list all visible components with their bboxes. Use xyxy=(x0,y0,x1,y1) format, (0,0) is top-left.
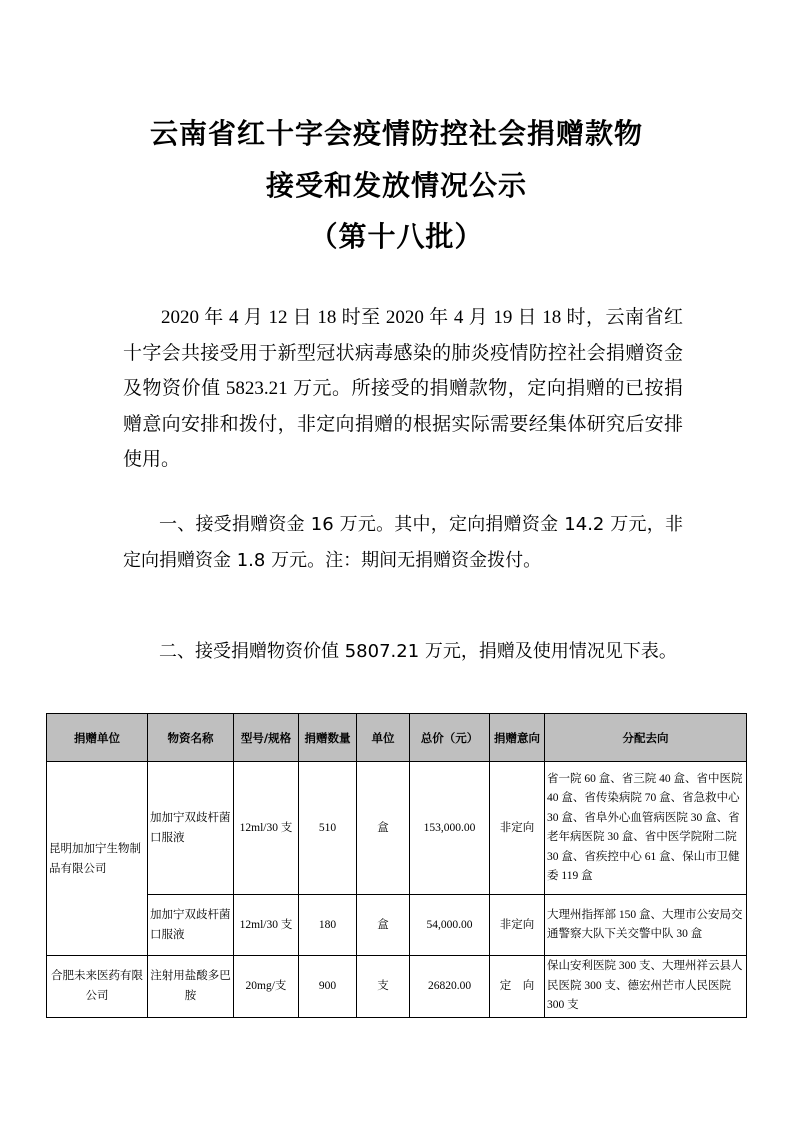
cell-destination: 省一院 60 盒、省三院 40 盒、省中医院 40 盒、省传染病院 70 盒、省急救中心 30 盒、省阜外心血管病医院 30 盒、省老年病医院 30 盒、省中医学院附二院 30 盒、省疾控中心 61 盒、保山市卫健委 119 盒 xyxy=(545,762,747,895)
header-intent: 捐赠意向 xyxy=(490,714,545,762)
cell-intent: 定 向 xyxy=(490,956,545,1018)
section-1-paragraph: 一、接受捐赠资金 16 万元。其中，定向捐赠资金 14.2 万元，非定向捐赠资金 1.8 万元。注：期间无捐赠资金拨付。 xyxy=(123,514,683,571)
cell-total: 153,000.00 xyxy=(410,762,490,895)
table-row xyxy=(47,956,747,1018)
intro-paragraph: 2020 年 4 月 12 日 18 时至 2020 年 4 月 19 日 18 时，云南省红十字会共接受用于新型冠状病毒感染的肺炎疫情防控社会捐赠资金及物资价值 5823.21 万元。所接受的捐赠款物，定向捐赠的已按捐赠意向安排和拨付，非定向捐赠的根据实际需要经集体研究后安排使用。 xyxy=(123,307,683,470)
cell-unit: 盒 xyxy=(357,762,410,895)
title-line-2: 接受和发放情况公示 xyxy=(265,169,527,202)
cell-total: 26820.00 xyxy=(410,956,490,1018)
cell-intent: 非定向 xyxy=(490,895,545,956)
cell-total: 54,000.00 xyxy=(410,895,490,956)
table-header-row xyxy=(47,714,747,762)
header-quantity: 捐赠数量 xyxy=(299,714,357,762)
cell-unit: 盒 xyxy=(357,895,410,956)
table-row xyxy=(47,895,747,956)
cell-unit: 支 xyxy=(357,956,410,1018)
cell-item: 加加宁双歧杆菌口服液 xyxy=(148,762,234,895)
header-total: 总价（元） xyxy=(410,714,490,762)
header-item: 物资名称 xyxy=(148,714,234,762)
header-unit: 单位 xyxy=(357,714,410,762)
table-row xyxy=(47,762,747,895)
cell-item: 加加宁双歧杆菌口服液 xyxy=(148,895,234,956)
cell-destination: 大理州指挥部 150 盒、大理市公安局交通警察大队下关交警中队 30 盒 xyxy=(545,895,747,956)
title-line-3: （第十八批） xyxy=(309,220,484,253)
cell-destination: 保山安利医院 300 支、大理州祥云县人民医院 300 支、德宏州芒市人民医院 300 支 xyxy=(545,956,747,1018)
cell-spec: 20mg/支 xyxy=(234,956,299,1018)
cell-item: 注射用盐酸多巴胺 xyxy=(148,956,234,1018)
header-donor: 捐赠单位 xyxy=(47,714,148,762)
cell-spec: 12ml/30 支 xyxy=(234,895,299,956)
cell-quantity: 900 xyxy=(299,956,357,1018)
cell-quantity: 510 xyxy=(299,762,357,895)
cell-intent: 非定向 xyxy=(490,762,545,895)
section-2-paragraph: 二、接受捐赠物资价值 5807.21 万元，捐赠及使用情况见下表。 xyxy=(159,641,677,662)
cell-donor: 昆明加加宁生物制品有限公司 xyxy=(47,762,148,956)
cell-spec: 12ml/30 支 xyxy=(234,762,299,895)
donation-table xyxy=(46,713,747,1018)
header-spec: 型号/规格 xyxy=(234,714,299,762)
cell-quantity: 180 xyxy=(299,895,357,956)
header-destination: 分配去向 xyxy=(545,714,747,762)
cell-donor: 合肥未来医药有限公司 xyxy=(47,956,148,1018)
title-line-1: 云南省红十字会疫情防控社会捐赠款物 xyxy=(149,117,643,150)
